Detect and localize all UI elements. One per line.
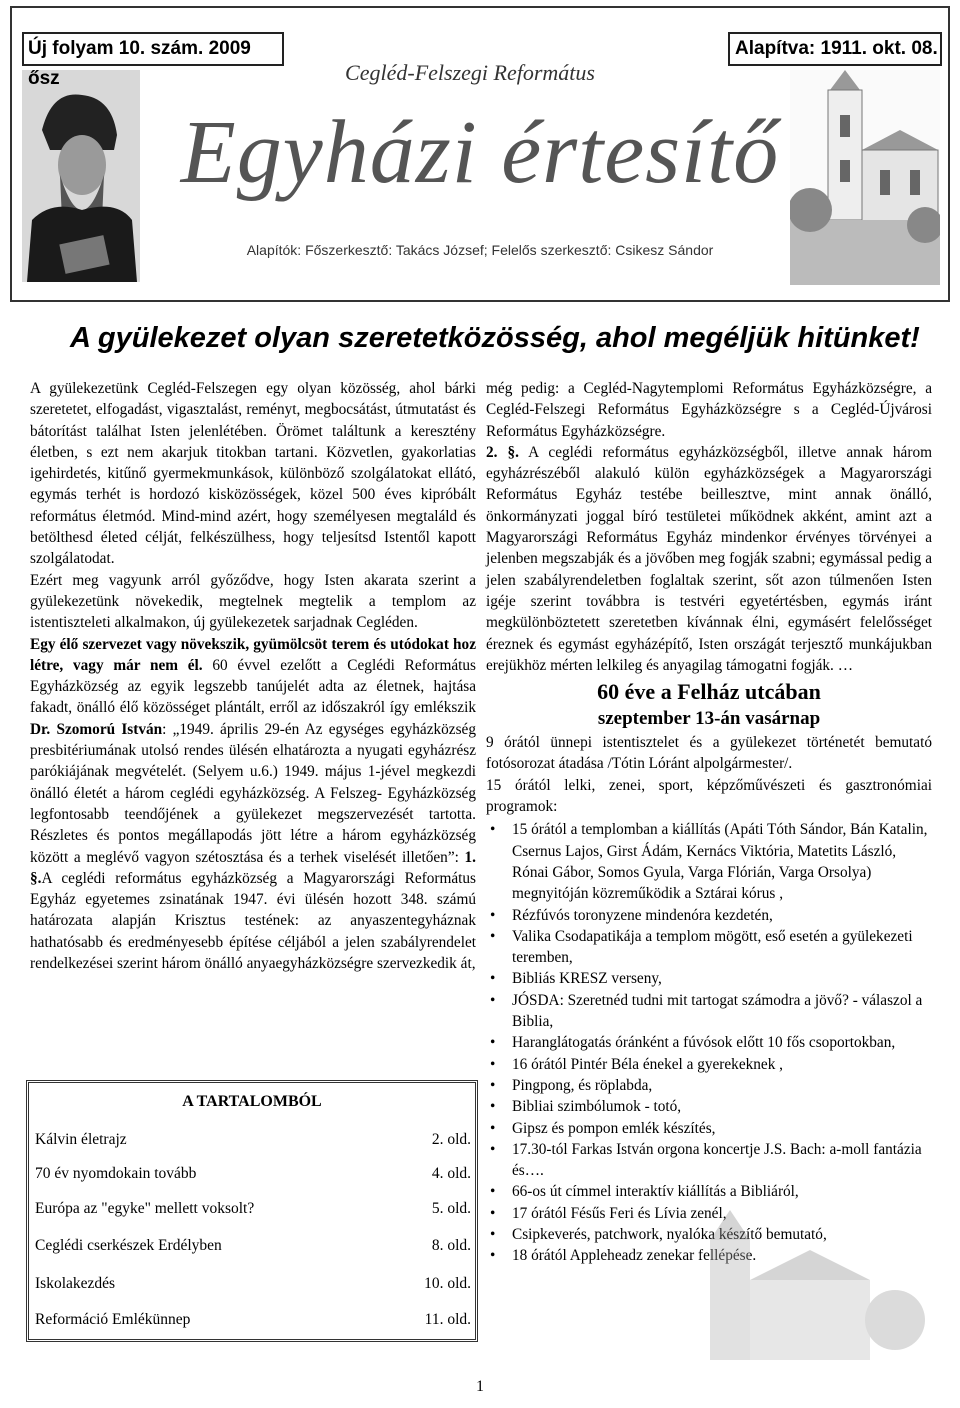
list-item: • Valika Csodapatikája a templom mögött, eső esetén a gyülekezeti teremben,	[486, 926, 932, 969]
toc-row	[35, 1311, 471, 1333]
paragraph-text: A ceglédi református egyházközség a Magyarországi Református Egyház egyetemes zsinatának 1947. évi ülésén hozott 348. számú határozata alapján Krisztus testének: az anyaszentegyháznak hathatósabb és eredményesebb építése céljából a jelen szabályrendelet rendelkezései szerint három önálló anyaegyházközségre szervezkedik át,	[30, 869, 476, 973]
toc-row	[35, 1165, 471, 1187]
page-number: 1	[476, 1378, 484, 1395]
masthead-subtitle: Cegléd-Felszegi Református	[345, 60, 595, 85]
headline: A gyülekezet olyan szeretetközösség, ahol megéljük hitünket!	[70, 322, 920, 354]
list-item: • Csipkeverés, patchwork, nyalóka készítő bemutató,	[486, 1224, 932, 1245]
toc-entry-page: 8. old.	[431, 1237, 471, 1254]
event-intro: 15 órától lelki, zenei, sport, képzőművészeti és gasztronómiai programok:	[486, 776, 932, 816]
toc-entry-page: 10. old.	[424, 1275, 471, 1292]
toc-entry-page: 5. old.	[431, 1200, 471, 1217]
list-item: • Gipsz és pompon emlék készítés,	[486, 1118, 932, 1139]
paragraph-text: 60 évvel ezelőtt a Ceglédi Református Egyházközség az egyik legszebb tanújelét adta az életnek, hajtása fakadt, önálló élő közösséget plántált, erről az időszakról így emlékszik	[30, 656, 476, 717]
paragraph: Ezért meg vagyunk arról győződve, hogy Isten akarata szerint a gyülekezetünk növekedik, megtelnek megtelik a templom az istentiszteleti alkalmakon, új gyülekezetek sarjadnak Cegléden.	[30, 571, 476, 632]
toc-entry-title: Iskolakezdés	[35, 1275, 116, 1292]
toc-row	[35, 1200, 471, 1222]
event-date: szeptember 13-án vasárnap	[597, 708, 821, 730]
toc-row	[35, 1237, 471, 1259]
toc-entry-page: 4. old.	[431, 1165, 471, 1182]
toc-title: A TARTALOMBÓL	[182, 1093, 322, 1110]
toc-entry-title: Európa az "egyke" mellett voksolt?	[35, 1200, 255, 1217]
list-item: • Rézfúvós toronyzene mindenóra kezdetén,	[486, 905, 932, 926]
church-image	[790, 70, 940, 285]
masthead-title: Egyházi értesítő	[180, 103, 780, 202]
paragraph	[30, 634, 476, 975]
toc-row	[35, 1275, 471, 1297]
toc-row	[35, 1131, 471, 1153]
list-item: • 17 órától Fésűs Feri és Lívia zenél,	[486, 1203, 932, 1224]
reformer-portrait-image	[22, 70, 140, 282]
church-watermark-image	[680, 1210, 930, 1360]
founded-label: Alapítva: 1911. okt. 08.	[728, 32, 942, 66]
event-intro: 9 órától ünnepi istentisztelet és a gyülekezet történetét bemutató fotósorozat átadása /Tótin Lóránt alpolgármester/.	[486, 734, 932, 773]
list-item: • Bibliás KRESZ verseny,	[486, 968, 932, 989]
list-item: • 16 órától Pintér Béla énekel a gyerekeknek ,	[486, 1054, 932, 1075]
list-item: • 18 órától Appleheadz zenekar fellépése.	[486, 1245, 932, 1266]
toc-entry-page: 2. old.	[431, 1131, 471, 1148]
toc-entry-title: Kálvin életrajz	[35, 1131, 127, 1148]
list-item: • Bibliai szimbólumok - totó,	[486, 1096, 932, 1117]
paragraph-text: : „1949. április 29-én Az egységes egyházközség presbitériumának utolsó rendes ülésén elhatározta a nyugati egyházrész parókiájának megvételét. (Selyem u.6.) 1949. május 1-jével megkezdi önálló életét a három ceglédi egyházközség. A Felszeg- Egyházközség legfontosabb teendőjének a gyülekezet megszervezését tartotta. Részletes és pontos megállapodás jött létre a három egyházközség között a meglévő vagyon szétosztása és a terhek viselését illetően”:	[30, 720, 476, 866]
table-of-contents	[26, 1080, 478, 1342]
toc-entry-title: Ceglédi cserkészek Erdélyben	[35, 1237, 222, 1254]
toc-entry-page: 11. old.	[424, 1311, 471, 1328]
section-number: 1. §.	[30, 848, 476, 887]
list-item: • Haranglátogatás óránként a fúvósok előtt 10 fős csoportokban,	[486, 1032, 932, 1053]
issue-label: Új folyam 10. szám. 2009 ősz	[22, 32, 284, 66]
list-item: • 15 órától a templomban a kiállítás (Apáti Tóth Sándor, Bán Katalin, Csernus Lajos, Girst Ádám, Kernács Viktória, Matetits László, Rónai Gábor, Somos Gyula, Varga Flórián, Varga Orsolya) megnyitóján közreműködik a Sztárai kórus ,	[486, 819, 932, 904]
paragraph: A gyülekezetünk Cegléd-Felszegen egy olyan közösség, ahol bárki szeretetet, elfogadást, vigasztalást, reményt, megbocsátást, útmutatást és bátorítást találhat Isten jelenlétében. Örömet találtunk a keresztény életben, s ezt nem akarjuk titokban tartani. Közvetlen, gyakorlatias igehirdetés, kitűnő gyermekmunkások, különböző szolgálatokat ellátó, egymás terhét is hordozó kisközösségek, közel 500 éves kipróbált református életmód. Mind-mind azért, hogy személyesen megtaláld és betölthesd életed célját, felkészülhess, hogy teljesítsd Istentől kapott szolgálatodat.	[30, 380, 476, 568]
left-column	[30, 378, 476, 974]
section-number: 2. §.	[486, 443, 519, 461]
event-title: 60 éve a Felház utcában	[597, 679, 821, 705]
list-item: • 66-os út címmel interaktív kiállítás a Bibliáról,	[486, 1181, 932, 1202]
author-name: Dr. Szomorú István	[30, 720, 163, 738]
toc-entry-title: 70 év nyomdokain tovább	[35, 1165, 197, 1182]
program-list	[486, 819, 932, 1266]
bold-statement: Egy élő szervezet vagy növekszik, gyümölcsöt terem és utódokat hoz létre, vagy már nem él.	[30, 635, 476, 674]
list-item: • JÓSDA: Szeretnéd tudni mit tartogat számodra a jövő? - válaszol a Biblia,	[486, 990, 932, 1033]
founders-line: Alapítók: Főszerkesztő: Takács József; Felelős szerkesztő: Csikesz Sándor	[246, 242, 714, 258]
toc-entry-title: Reformáció Emlékünnep	[35, 1311, 191, 1328]
paragraph-text: A ceglédi református egyházközségből, illetve annak három egyházrészéből alakuló külön egyházközségek a Magyarországi Református Egyház testébe beillesztve, mint annak önálló, önkormányzati joggal bíró testületei működnek akként, amint azt a Magyarországi Református Egyház mindenkor érvényes törvényei a jelenben megszabják és a jövőben meg fogják szabni; egymással pedig a jelen szabályrendeletben foglaltak szerint, sőt azon túlmenően Isten igéje szerint továbbra is testvéri egyetértésben, egymás iránt megkülönböztetett szeretetben kívánnak élni, egymásért felelősséget éreznek és egymást egyházépítő, Isten országát terjesztő munkájukban erejükhöz mérten lelkileg és anyagilag támogatni fogják. …	[486, 443, 932, 674]
paragraph: még pedig: a Cegléd-Nagytemplomi Református Egyházközségre, a Cegléd-Felszegi Református Egyházközségre s a Cegléd-Újvárosi Református Egyházközségre.	[486, 380, 932, 440]
paragraph	[486, 442, 932, 676]
right-column	[486, 378, 932, 1267]
list-item: • 17.30-tól Farkas István orgona koncertje J.S. Bach: a-moll fantázia és….	[486, 1139, 932, 1182]
list-item: • Pingpong, és röplabda,	[486, 1075, 932, 1096]
